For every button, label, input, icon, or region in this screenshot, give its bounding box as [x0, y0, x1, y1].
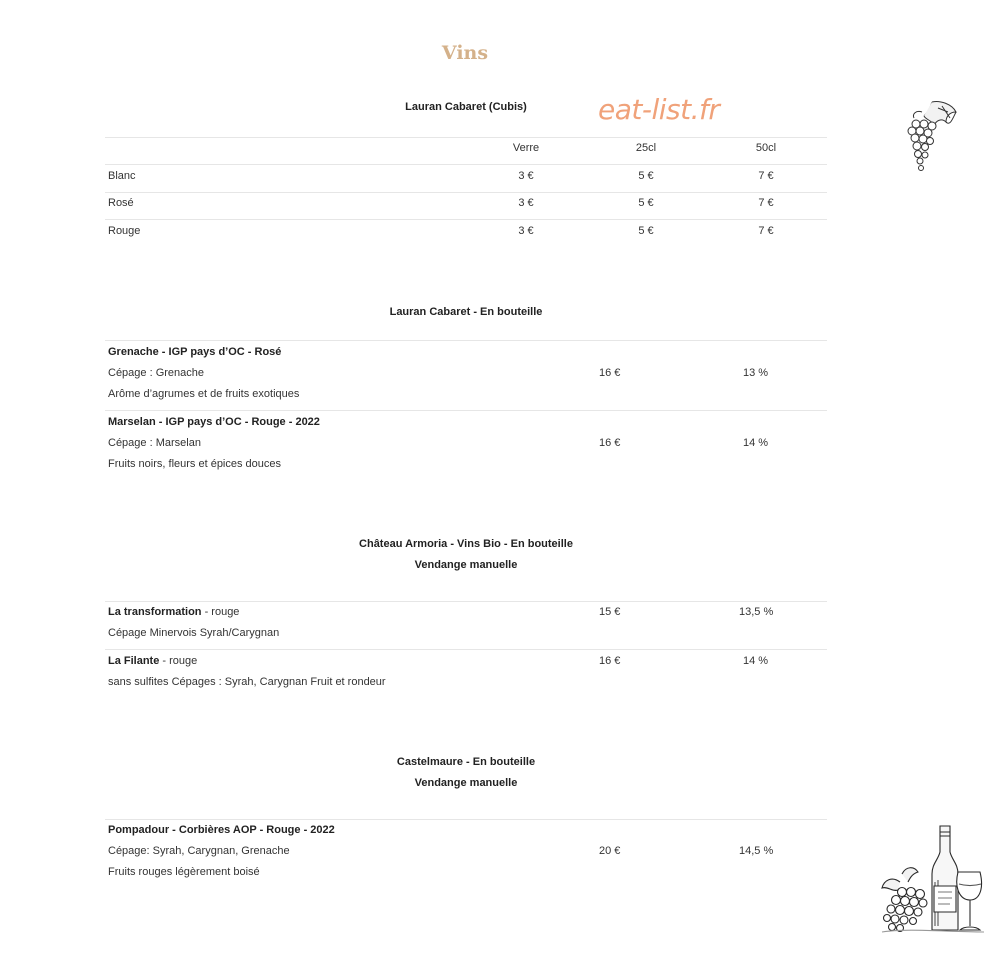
price-cell: 3 €: [518, 170, 534, 182]
price-cell: 7 €: [758, 170, 774, 182]
section-heading-armoria: Château Armoria - Vins Bio - En bouteille: [359, 538, 573, 550]
divider: [105, 164, 827, 165]
wine-notes: Fruits noirs, fleurs et épices douces: [108, 458, 282, 470]
wine-grape: Cépage Minervois Syrah/Carygnan: [108, 627, 280, 639]
table-row-label: Rosé: [108, 197, 134, 209]
wine-name: Marselan - IGP pays d’OC - Rouge - 2022: [108, 416, 320, 428]
wine-grape: Cépage: Syrah, Carygnan, Grenache: [108, 845, 290, 857]
divider: [105, 819, 827, 820]
watermark: eat-list.fr: [598, 93, 720, 126]
divider: [105, 340, 827, 341]
wine-degree: 14 %: [743, 655, 769, 667]
wine-name-line: [108, 606, 239, 618]
wine-name: La Filante: [108, 655, 160, 667]
wine-price: 20 €: [599, 845, 621, 857]
table-row-label: Blanc: [108, 170, 136, 182]
divider: [105, 410, 827, 411]
wine-name: Grenache - IGP pays d’OC - Rosé: [108, 346, 282, 358]
divider: [105, 649, 827, 650]
divider: [105, 137, 827, 138]
wine-degree: 14 %: [743, 437, 769, 449]
price-cell: 3 €: [518, 197, 534, 209]
price-cell: 5 €: [638, 225, 654, 237]
section-heading-castelmaure: Castelmaure - En bouteille: [396, 756, 536, 768]
wine-name: La transformation: [108, 606, 202, 618]
wine-bottle-glass-icon: [878, 822, 986, 936]
price-cell: 7 €: [758, 225, 774, 237]
table-row-label: Rouge: [108, 225, 141, 237]
column-header-verre: Verre: [512, 142, 540, 154]
section-subheading-castelmaure: Vendange manuelle: [414, 777, 518, 789]
price-cell: 7 €: [758, 197, 774, 209]
wine-degree: 13 %: [743, 367, 769, 379]
divider: [105, 192, 827, 193]
price-cell: 5 €: [638, 170, 654, 182]
wine-name: Pompadour - Corbières AOP - Rouge - 2022: [108, 824, 335, 836]
wine-grape: Cépage : Marselan: [108, 437, 201, 449]
price-cell: 3 €: [518, 225, 534, 237]
wine-color: - rouge: [159, 655, 198, 667]
wine-name-line: [108, 655, 197, 667]
section-heading-cubis: Lauran Cabaret (Cubis): [405, 101, 527, 113]
column-header-50cl: 50cl: [755, 142, 777, 154]
divider: [105, 601, 827, 602]
wine-price: 15 €: [599, 606, 621, 618]
wine-price: 16 €: [599, 367, 621, 379]
wine-degree: 13,5 %: [739, 606, 774, 618]
wine-price: 16 €: [599, 655, 621, 667]
grape-bunch-icon: [902, 98, 960, 176]
page-title: Vins: [441, 42, 489, 64]
divider: [105, 219, 827, 220]
wine-grape: Cépage : Grenache: [108, 367, 205, 379]
wine-color: - rouge: [201, 606, 240, 618]
section-heading-bouteille: Lauran Cabaret - En bouteille: [389, 306, 543, 318]
wine-notes: Arôme d’agrumes et de fruits exotiques: [108, 388, 300, 400]
wine-degree: 14,5 %: [739, 845, 774, 857]
column-header-25cl: 25cl: [635, 142, 657, 154]
wine-grape: sans sulfites Cépages : Syrah, Carygnan Fruit et rondeur: [108, 676, 386, 688]
wine-price: 16 €: [599, 437, 621, 449]
price-cell: 5 €: [638, 197, 654, 209]
wine-notes: Fruits rouges légèrement boisé: [108, 866, 260, 878]
section-subheading-armoria: Vendange manuelle: [414, 559, 518, 571]
